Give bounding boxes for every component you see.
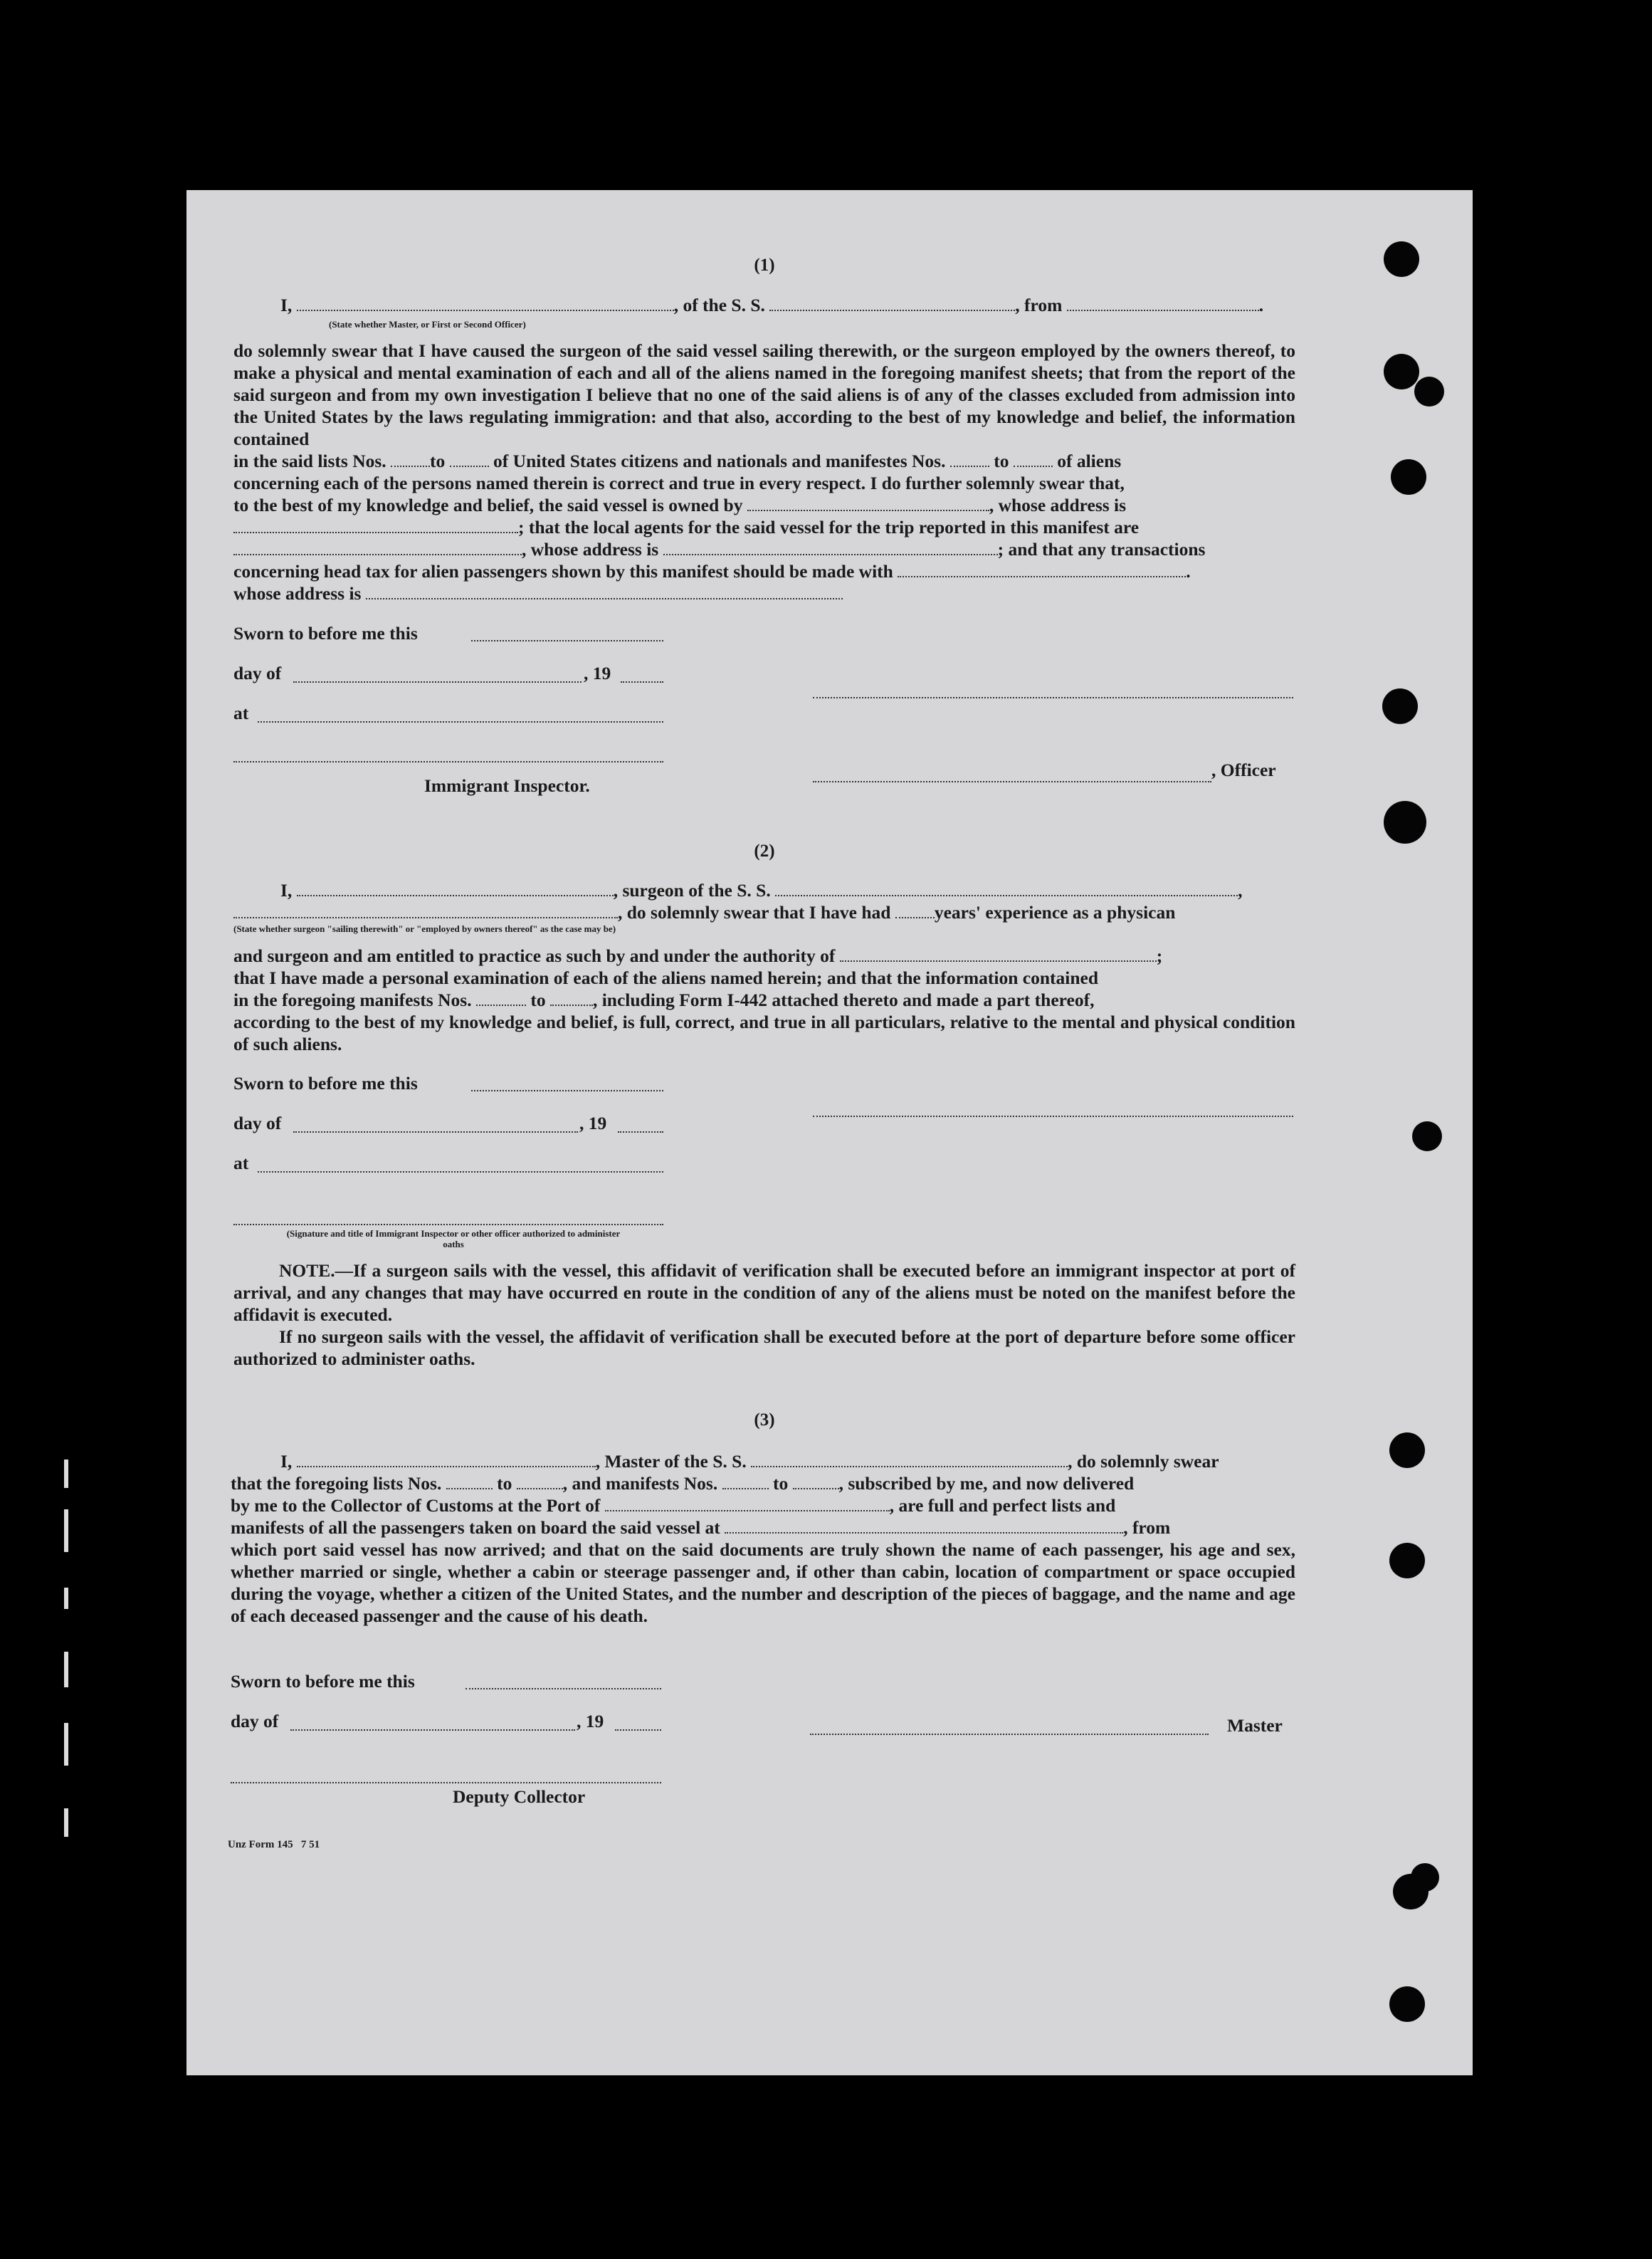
- at-label: at: [233, 703, 249, 723]
- label: I,: [280, 1451, 293, 1472]
- label: ,: [1238, 880, 1243, 901]
- label: , from: [1015, 295, 1063, 315]
- label: , whose address is: [522, 539, 659, 560]
- label: , surgeon of the S. S.: [613, 880, 771, 901]
- year-label: , 19: [584, 663, 611, 683]
- label: to: [430, 451, 446, 471]
- day-of-label: day of: [231, 1711, 279, 1731]
- collector-port-field[interactable]: [605, 1494, 890, 1511]
- surgeon-name-field[interactable]: [297, 879, 614, 896]
- label: manifests of all the passengers taken on board the said vessel at: [231, 1517, 720, 1538]
- officer-label: , Officer: [1211, 760, 1276, 780]
- authority-field[interactable]: [840, 945, 1157, 962]
- inspector-signature-line[interactable]: [233, 761, 663, 762]
- form-number: Unz Form 145 7 51: [228, 1839, 320, 1850]
- surgeon-status-field[interactable]: [233, 901, 618, 918]
- sworn-label: Sworn to before me this: [233, 1073, 418, 1094]
- master-signature-line[interactable]: [810, 1734, 1209, 1735]
- head-tax-field[interactable]: [898, 560, 1186, 577]
- label: , from: [1123, 1517, 1171, 1538]
- punch-hole: [1412, 1121, 1442, 1151]
- punch-hole: [1389, 1432, 1425, 1468]
- label: , do solemnly swear that I have had: [618, 902, 891, 923]
- punch-hole: [1391, 459, 1426, 495]
- lists-to-field[interactable]: [517, 1472, 563, 1489]
- section2-body: [233, 945, 1295, 1055]
- sworn-label: Sworn to before me this: [233, 623, 418, 644]
- section1-line1: [233, 294, 1295, 316]
- lists-from-field[interactable]: [391, 450, 430, 467]
- sworn-day-field[interactable]: [471, 640, 663, 641]
- film-edge-mark: [64, 1808, 68, 1837]
- section2-paragraph: according to the best of my knowledge and belief, is full, correct, and true in all particulars, relative to the mental and physical condition of such aliens.: [233, 1012, 1295, 1054]
- label: by me to the Collector of Customs at the Port of: [231, 1495, 601, 1516]
- label: whose address is: [233, 583, 362, 604]
- note-paragraph: If no surgeon sails with the vessel, the affidavit of verification shall be executed before at the port of departure before some officer authorized to administer oaths.: [233, 1326, 1295, 1369]
- place-field[interactable]: [258, 721, 663, 723]
- punch-hole: [1384, 801, 1426, 844]
- vessel-name-field[interactable]: [769, 294, 1015, 311]
- label: in the said lists Nos.: [233, 451, 386, 471]
- form-page: [186, 190, 1473, 2075]
- sworn-label: Sworn to before me this: [231, 1671, 415, 1692]
- year-field[interactable]: [615, 1729, 661, 1731]
- surgeon-vessel-field[interactable]: [775, 879, 1238, 896]
- label: , of the S. S.: [673, 295, 765, 315]
- officer-signature-line[interactable]: [813, 697, 1293, 698]
- label: , are full and perfect lists and: [889, 1495, 1116, 1516]
- punch-hole: [1414, 377, 1444, 407]
- film-edge-mark: [64, 1588, 68, 1609]
- label: , subscribed by me, and now delivered: [838, 1473, 1135, 1494]
- year-field[interactable]: [618, 1131, 663, 1133]
- year-label: , 19: [577, 1711, 604, 1731]
- punch-hole: [1389, 1543, 1425, 1578]
- year-field[interactable]: [621, 681, 663, 683]
- sworn-day-field[interactable]: [471, 1090, 663, 1091]
- section1-body: [233, 340, 1295, 604]
- label: , do solemnly swear: [1068, 1451, 1219, 1472]
- section3-body: [231, 1450, 1295, 1627]
- at-label: at: [233, 1153, 249, 1173]
- label: ;: [1156, 945, 1163, 966]
- lists-from-field[interactable]: [446, 1472, 493, 1489]
- label: to: [530, 990, 546, 1010]
- inspector-label: Immigrant Inspector.: [424, 775, 590, 796]
- section1-paragraph: do solemnly swear that I have caused the surgeon of the said vessel sailing therewith, or the surgeon employed by the owners thereof, to make a physical and mental examination of each and all of the aliens named in the foregoing manifest sheets; that from the report of the said surgeon and from my own investigation I believe that no one of the said aliens is of any of the classes excluded from admission into the United States by the laws regulating immigration: and that also, according to the best of my knowledge and belief, the information contained: [233, 340, 1295, 449]
- label: years' experience as a physican: [934, 902, 1176, 923]
- month-field[interactable]: [293, 1131, 578, 1133]
- punch-hole: [1384, 241, 1419, 277]
- label: , and manifests Nos.: [562, 1473, 718, 1494]
- section1-heading: (1): [754, 256, 775, 275]
- surgeon-signature-line[interactable]: [813, 1116, 1293, 1117]
- owner-field[interactable]: [747, 494, 989, 511]
- section1-instruction: (State whether Master, or First or Second Officer): [329, 319, 526, 330]
- label: to: [994, 451, 1009, 471]
- label: to the best of my knowledge and belief, the said vessel is owned by: [233, 495, 743, 515]
- collector-signature-line[interactable]: [231, 1782, 661, 1783]
- punch-hole: [1382, 688, 1418, 724]
- inspector-signature-line[interactable]: [233, 1224, 663, 1225]
- manifests-from-field[interactable]: [722, 1472, 769, 1489]
- punch-hole: [1389, 1986, 1425, 2022]
- label: to: [497, 1473, 512, 1494]
- label: ; and that any transactions: [997, 539, 1206, 560]
- section2-paragraph: that I have made a personal examination of each of the aliens named herein; and that the information contained: [233, 968, 1099, 988]
- film-edge-mark: [64, 1459, 68, 1488]
- section3-heading: (3): [754, 1410, 775, 1430]
- label: , including Form I-442 attached thereto and made a part thereof,: [592, 990, 1095, 1010]
- day-of-label: day of: [233, 663, 282, 683]
- label: , whose address is: [989, 495, 1127, 515]
- manifests-to-field[interactable]: [1014, 450, 1053, 467]
- section3-paragraph: which port said vessel has now arrived; and that on the said documents are truly shown the name of each passenger, his age and sex, whether married or single, whether a cabin or steerage passenger and, if other than cabin, location of compartment or space occupied during the voyage, whether a citizen of the United States, and the number and description of the pieces of baggage, and the name and age of each deceased passenger and the cause of his death.: [231, 1539, 1295, 1626]
- sworn-day-field[interactable]: [465, 1688, 661, 1689]
- agents-address-field[interactable]: [663, 538, 998, 555]
- surgeon-manifests-to-field[interactable]: [550, 989, 593, 1006]
- master-label: Master: [1227, 1715, 1283, 1736]
- master-vessel-field[interactable]: [751, 1450, 1068, 1467]
- boarding-port-field[interactable]: [725, 1516, 1123, 1534]
- section2-heading: (2): [754, 842, 775, 861]
- label: of United States citizens and nationals and manifestes Nos.: [493, 451, 946, 471]
- surgeon-manifests-from-field[interactable]: [476, 989, 526, 1006]
- section2-instruction: (State whether surgeon "sailing therewith" or "employed by owners thereof" as the case may be): [233, 923, 616, 934]
- label: that the foregoing lists Nos.: [231, 1473, 442, 1494]
- film-edge-mark: [64, 1652, 68, 1687]
- day-of-label: day of: [233, 1113, 282, 1133]
- film-edge-mark: [64, 1723, 68, 1766]
- manifests-to-field[interactable]: [793, 1472, 839, 1489]
- officer-title-line[interactable]: [813, 781, 1211, 782]
- from-port-field[interactable]: [1067, 294, 1259, 311]
- label: in the foregoing manifests Nos.: [233, 990, 472, 1010]
- film-edge-mark: [64, 1509, 68, 1552]
- label: .: [1186, 561, 1191, 582]
- year-label: , 19: [579, 1113, 607, 1133]
- punch-hole: [1384, 354, 1419, 389]
- month-field[interactable]: [290, 1729, 575, 1731]
- label: and surgeon and am entitled to practice as such by and under the authority of: [233, 945, 836, 966]
- punch-hole: [1411, 1863, 1439, 1892]
- label: ; that the local agents for the said vessel for the trip reported in this manifest are: [518, 517, 1140, 538]
- manifests-from-field[interactable]: [950, 450, 989, 467]
- place-field[interactable]: [258, 1171, 663, 1173]
- label: of aliens: [1057, 451, 1122, 471]
- label: to: [772, 1473, 789, 1494]
- head-tax-address-field[interactable]: [366, 582, 843, 599]
- agents-field[interactable]: [233, 538, 522, 555]
- master-name-field[interactable]: [297, 1450, 596, 1467]
- label: , Master of the S. S.: [595, 1451, 747, 1472]
- label: concerning head tax for alien passengers shown by this manifest should be made with: [233, 561, 893, 582]
- note-paragraph: NOTE.—If a surgeon sails with the vessel, this affidavit of verification shall be executed before an immigrant inspector at port of arrival, and any changes that may have occurred en route in the condition of any of the aliens must be noted on the manifest before the affidavit is executed.: [233, 1260, 1295, 1325]
- owner-address-field[interactable]: [233, 516, 518, 533]
- label: I,: [280, 295, 293, 315]
- signature-caption: (Signature and title of Immigrant Inspector or other officer authorized to administer oaths: [286, 1228, 621, 1249]
- section2-lines: [233, 879, 1295, 923]
- officer-name-field[interactable]: [297, 294, 674, 311]
- month-field[interactable]: [293, 681, 582, 683]
- deputy-collector-label: Deputy Collector: [453, 1786, 586, 1807]
- section1-paragraph: concerning each of the persons named therein is correct and true in every respect. I do further solemnly swear that,: [233, 473, 1125, 493]
- years-field[interactable]: [895, 901, 935, 918]
- lists-to-field[interactable]: [450, 450, 489, 467]
- label: I,: [280, 880, 293, 901]
- label: .: [1258, 295, 1264, 315]
- note: [233, 1259, 1295, 1370]
